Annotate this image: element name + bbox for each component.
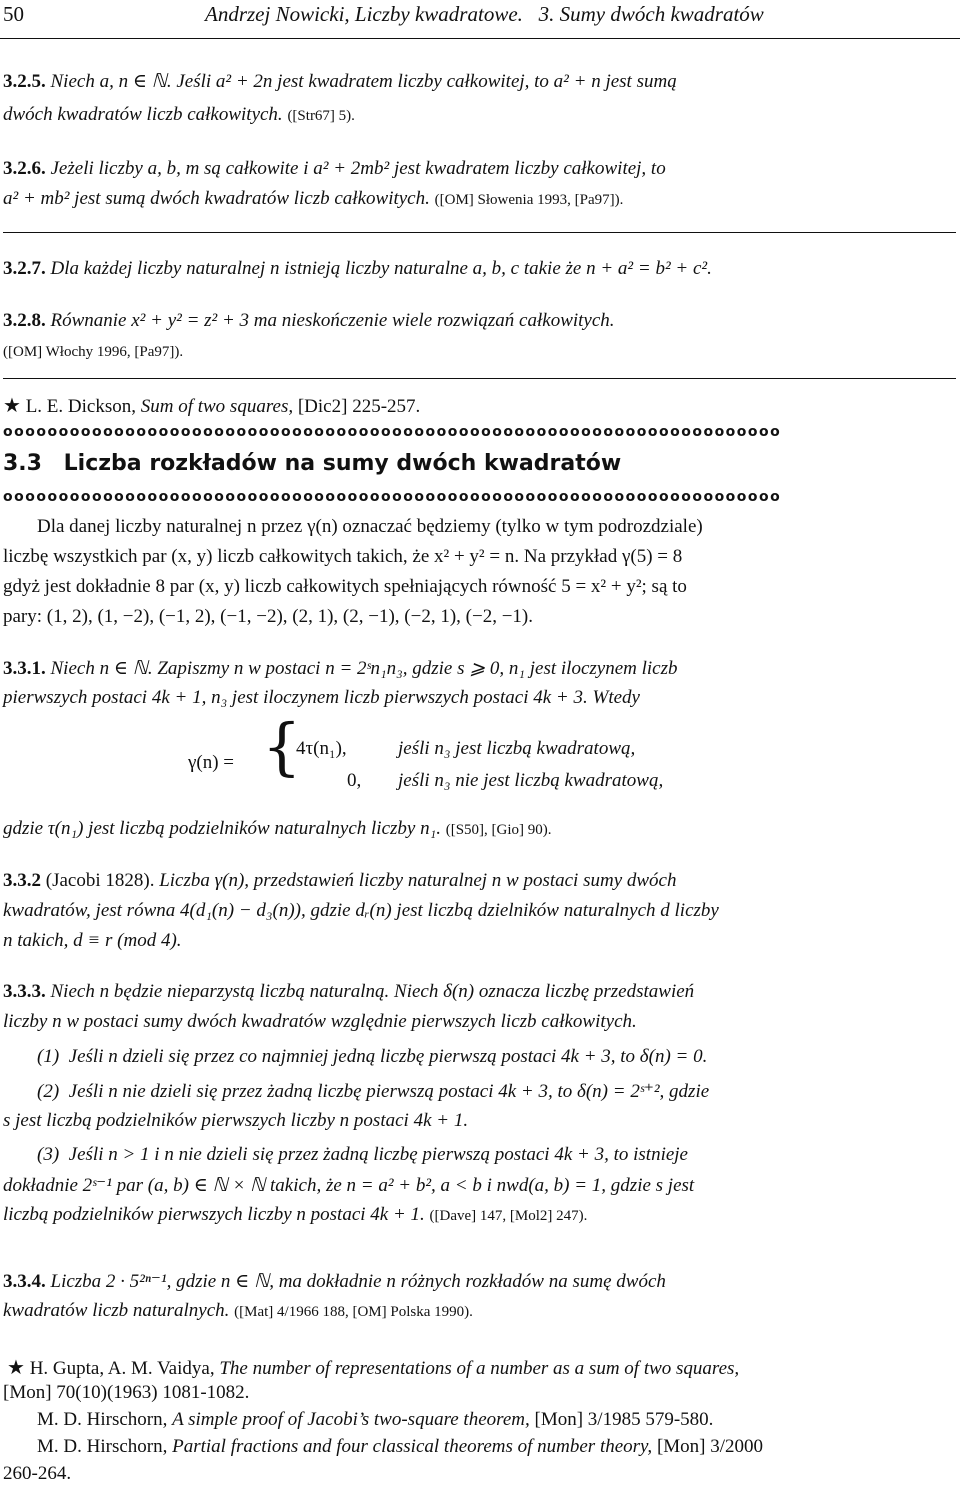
- statement-label: 3.3.4.: [3, 1271, 46, 1292]
- intro-line: liczbę wszystkich par (x, y) liczb całkowitych takich, że x² + y² = n. Na przykład γ(5) = 8: [3, 546, 683, 567]
- list-item-3-end: [3, 1204, 587, 1226]
- statement-text: dwóch kwadratów liczb całkowitych.: [3, 104, 283, 125]
- statement-text: Niech n będzie nieparzystą liczbą naturalną. Niech δ(n) oznacza liczbę przedstawień: [50, 981, 695, 1002]
- ornament-bottom: oooooooooooooooooooooooooooooooooooooooooooooooooooooooooooooooooooooo: [3, 489, 782, 505]
- ref-author: M. D. Hirschorn,: [37, 1409, 168, 1430]
- statement-text: gdzie τ(n₁) jest liczbą podzielników naturalnych liczby n₁.: [3, 818, 441, 839]
- statement-attribution: (Jacobi 1828).: [45, 870, 155, 891]
- ref-author: L. E. Dickson,: [25, 396, 136, 417]
- statement-label: 3.2.7.: [3, 258, 46, 279]
- statement-label: 3.2.6.: [3, 158, 46, 179]
- intro-line: pary: (1, 2), (1, −2), (−1, 2), (−1, −2), (2, 1), (2, −1), (−2, 1), (−2, −1).: [3, 606, 533, 627]
- intro-line: gdyż jest dokładnie 8 par (x, y) liczb całkowitych spełniających równość 5 = x² + y²; są to: [3, 576, 687, 597]
- section-title: Liczba rozkładów na sumy dwóch kwadratów: [63, 451, 622, 476]
- statement-3-3-1: [3, 657, 678, 680]
- ref-author: M. D. Hirschorn,: [37, 1436, 168, 1457]
- ref-title: Sum of two squares,: [140, 396, 294, 417]
- reference: ([Mat] 4/1966 188, [OM] Polska 1990).: [234, 1304, 473, 1320]
- ref-title: The number of representations of a number as a sum of two squares,: [219, 1358, 740, 1379]
- statement-3-3-4-line2: [3, 1300, 473, 1322]
- statement-label: 3.3.2: [3, 870, 41, 891]
- statement-3-2-7: [3, 258, 712, 280]
- ref-pub: 260-264.: [3, 1463, 72, 1484]
- running-title: Andrzej Nowicki, Liczby kwadratowe. 3. Sumy dwóch kwadratów: [205, 2, 764, 26]
- intro-line: Dla danej liczby naturalnej n przez γ(n) oznaczać będziemy (tylko w tym podrozdziale): [37, 516, 703, 537]
- reference: ([OM] Słowenia 1993, [Pa97]).: [434, 192, 624, 208]
- bibliography-gupta: [3, 1355, 739, 1380]
- statement-text: a² + mb² jest sumą dwóch kwadratów liczb całkowitych.: [3, 188, 430, 209]
- ref-pub: [Mon] 3/2000: [656, 1436, 764, 1457]
- star-icon: ★: [3, 393, 21, 417]
- statement-text: Dla każdej liczby naturalnej n istnieją liczby naturalne a, b, c takie że n + a² = b² + c².: [50, 258, 712, 279]
- statement-text: Liczba γ(n), przedstawień liczby naturalnej n w postaci sumy dwóch: [159, 870, 677, 891]
- reference: ([Str67] 5).: [287, 108, 355, 124]
- statement-text: pierwszych postaci 4k + 1, n₃ jest iloczynem liczb pierwszych postaci 4k + 3. Wtedy: [3, 687, 640, 708]
- ornament-top: oooooooooooooooooooooooooooooooooooooooooooooooooooooooooooooooooooooo: [3, 424, 782, 440]
- ref-pub: [Mon] 3/1985 579-580.: [534, 1409, 714, 1430]
- header-rule: [0, 38, 960, 39]
- statement-text: Liczba 2 · 5²ⁿ⁻¹, gdzie n ∈ ℕ, ma dokładnie n różnych rozkładów na sumę dwóch: [50, 1271, 666, 1292]
- page-number: 50: [3, 2, 24, 26]
- list-item-2: (2) Jeśli n nie dzieli się przez żadną liczbę pierwszą postaci 4k + 3, to δ(n) = 2ˢ⁺², gdzie: [37, 1081, 710, 1102]
- list-item-1: (1) Jeśli n dzieli się przez co najmniej jedną liczbę pierwszą postaci 4k + 3, to δ(n) = 0.: [37, 1046, 708, 1067]
- statement-text: Niech n ∈ ℕ. Zapiszmy n w postaci n = 2ˢn₁n₃, gdzie s ⩾ 0, n₁ jest iloczynem liczb: [50, 658, 678, 679]
- section-heading: [3, 451, 621, 476]
- formula-lhs: γ(n) =: [188, 752, 235, 773]
- statement-3-2-8: [3, 310, 615, 332]
- ref-author: H. Gupta, A. M. Vaidya,: [29, 1358, 215, 1379]
- bibliography-hirschorn-2: [37, 1436, 763, 1458]
- star-icon: ★: [7, 1355, 25, 1379]
- statement-label: 3.3.3.: [3, 981, 46, 1002]
- divider-rule: [3, 232, 956, 233]
- statement-text: n takich, d ≡ r (mod 4).: [3, 930, 182, 951]
- statement-3-3-3: [3, 981, 694, 1003]
- statement-3-2-5: [3, 70, 677, 93]
- divider-rule: [3, 378, 956, 379]
- statement-3-3-1-after: [3, 818, 552, 840]
- list-item-3-cont: dokładnie 2ˢ⁻¹ par (a, b) ∈ ℕ × ℕ takich, że n = a² + b², a < b i nwd(a, b) = 1, gdzie s jest: [3, 1175, 695, 1196]
- case-1-condition: jeśli n₃ jest liczbą kwadratową,: [398, 738, 636, 759]
- case-2-condition: jeśli n₃ nie jest liczbą kwadratową,: [398, 770, 664, 791]
- statement-label: 3.3.1.: [3, 658, 46, 679]
- reference: ([OM] Włochy 1996, [Pa97]).: [3, 344, 184, 360]
- statement-text: Jeżeli liczby a, b, m są całkowite i a² + 2mb² jest kwadratem liczby całkowitej, to: [50, 158, 666, 179]
- ref-title: Partial fractions and four classical theorems of number theory,: [172, 1436, 653, 1457]
- reference: ([Dave] 147, [Mol2] 247).: [429, 1208, 588, 1224]
- list-item-2-cont: s jest liczbą podzielników pierwszych liczby n postaci 4k + 1.: [3, 1110, 469, 1131]
- statement-text: Równanie x² + y² = z² + 3 ma nieskończenie wiele rozwiązań całkowitych.: [50, 310, 615, 331]
- statement-3-2-6: [3, 158, 666, 180]
- statement-text: kwadratów liczb naturalnych.: [3, 1300, 230, 1321]
- section-number: 3.3: [3, 451, 42, 476]
- ref-title: A simple proof of Jacobi’s two-square theorem,: [172, 1409, 530, 1430]
- left-brace: {: [262, 710, 302, 783]
- statement-text: kwadratów, jest równa 4(d₁(n) − d₃(n)), gdzie dᵣ(n) jest liczbą dzielników naturalnych d liczby: [3, 900, 719, 921]
- statement-3-2-6-line2: [3, 188, 623, 210]
- statement-text: liczbą podzielników pierwszych liczby n postaci 4k + 1.: [3, 1204, 425, 1225]
- case-2-value: 0,: [347, 770, 362, 791]
- statement-3-3-4: [3, 1270, 666, 1293]
- statement-3-3-2: [3, 870, 677, 892]
- bibliography-dickson: [3, 393, 420, 418]
- statement-text: liczby n w postaci sumy dwóch kwadratów względnie pierwszych liczb całkowitych.: [3, 1011, 637, 1032]
- statement-3-2-5-line2: [3, 104, 355, 126]
- case-1-value: 4τ(n₁),: [296, 738, 347, 759]
- ref-pub: [Mon] 70(10)(1963) 1081-1082.: [3, 1382, 250, 1403]
- statement-text: Niech a, n ∈ ℕ. Jeśli a² + 2n jest kwadratem liczby całkowitej, to a² + n jest sumą: [50, 71, 677, 92]
- ref-pub: [Dic2] 225-257.: [297, 396, 421, 417]
- list-item-3: (3) Jeśli n > 1 i n nie dzieli się przez żadną liczbę pierwszą postaci 4k + 3, to istnieje: [37, 1144, 688, 1165]
- reference: ([S50], [Gio] 90).: [445, 822, 552, 838]
- statement-label: 3.2.8.: [3, 310, 46, 331]
- statement-label: 3.2.5.: [3, 71, 46, 92]
- bibliography-hirschorn-1: [37, 1409, 713, 1431]
